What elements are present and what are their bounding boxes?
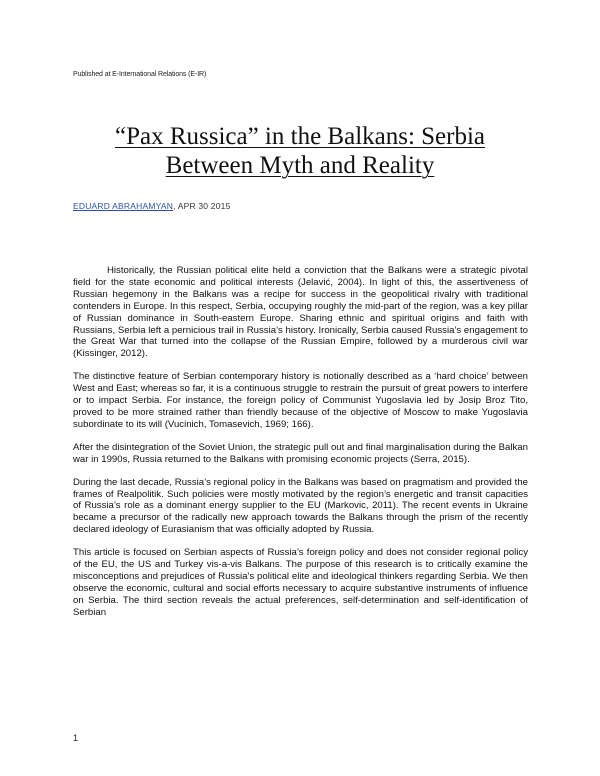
publish-date: , APR 30 2015	[173, 201, 231, 211]
article-title	[60, 122, 540, 180]
paragraph: The distinctive feature of Serbian contemporary history is notionally described as a ‘hard choice’ between West and East; whereas so far, it is a continuous struggle to restrain the pursuit of great powers to interfere or to impact Serbia. For instance, the foreign policy of Communist Yugoslavia led by Josip Broz Tito, proved to be more strained rather than friendly because of the objective of Moscow to make Yugoslavia subordinate to its will (Vucinich, Tomasevich, 1969; 166).	[73, 371, 528, 430]
article-title-line-1: “Pax Russica” in the Balkans: Serbia	[114, 123, 486, 150]
author-link[interactable]: EDUARD ABRAHAMYAN	[73, 201, 174, 211]
publisher-note: Published at E-International Relations (E-IR)	[73, 71, 207, 78]
paragraph: This article is focused on Serbian aspects of Russia’s foreign policy and does not consider regional policy of the EU, the US and Turkey vis-a-vis Balkans. The purpose of this research is to critically examine the misconceptions and prejudices of Russia’s political elite and ideological thinkers regarding Serbia. We then observe the economic, cultural and social efforts necessary to acquire substantive instruments of influence on Serbia. The third section reveals the actual preferences, self-determination and self-identification of Serbian	[73, 547, 528, 618]
paragraph: After the disintegration of the Soviet Union, the strategic pull out and final marginalisation during the Balkan war in 1990s, Russia returned to the Balkans with promising economic projects (Serra, 2015).	[73, 441, 528, 465]
paragraph: During the last decade, Russia’s regional policy in the Balkans was based on pragmatism and provided the frames of Realpolitik. Such policies were mostly motivated by the region’s energetic and transit capacities of Russia’s role as a dominant energy supplier to the EU (Markovic, 2011). The recent events in Ukraine became a precursor of the radically new approach towards the Balkans through the prism of the recently declared ideology of Eurasianism that was officially adopted by Russia.	[73, 476, 528, 536]
article-body	[73, 265, 528, 630]
article-title-line-2: Between Myth and Reality	[165, 152, 435, 179]
page-number: 1	[73, 733, 79, 743]
byline	[73, 201, 231, 211]
paragraph: Historically, the Russian political elite held a conviction that the Balkans were a strategic pivotal field for the state economic and political interests (Jelavić, 2004). In light of this, the assertiveness of Russian hegemony in the Balkans was a recipe for success in the geopolitical rivalry with traditional contenders in Europe. In this respect, Serbia, occupying roughly the mid-part of the region, was a key pillar of Russian dominance in South-eastern Europe. Sharing ethnic and spiritual origins and faith with Russians, Serbia left a pernicious trail in Russia’s history. Ironically, Serbia caused Russia’s engagement to the Great War that turned into the collapse of the Russian Empire, followed by a murderous civil war (Kissinger, 2012).	[73, 265, 528, 360]
